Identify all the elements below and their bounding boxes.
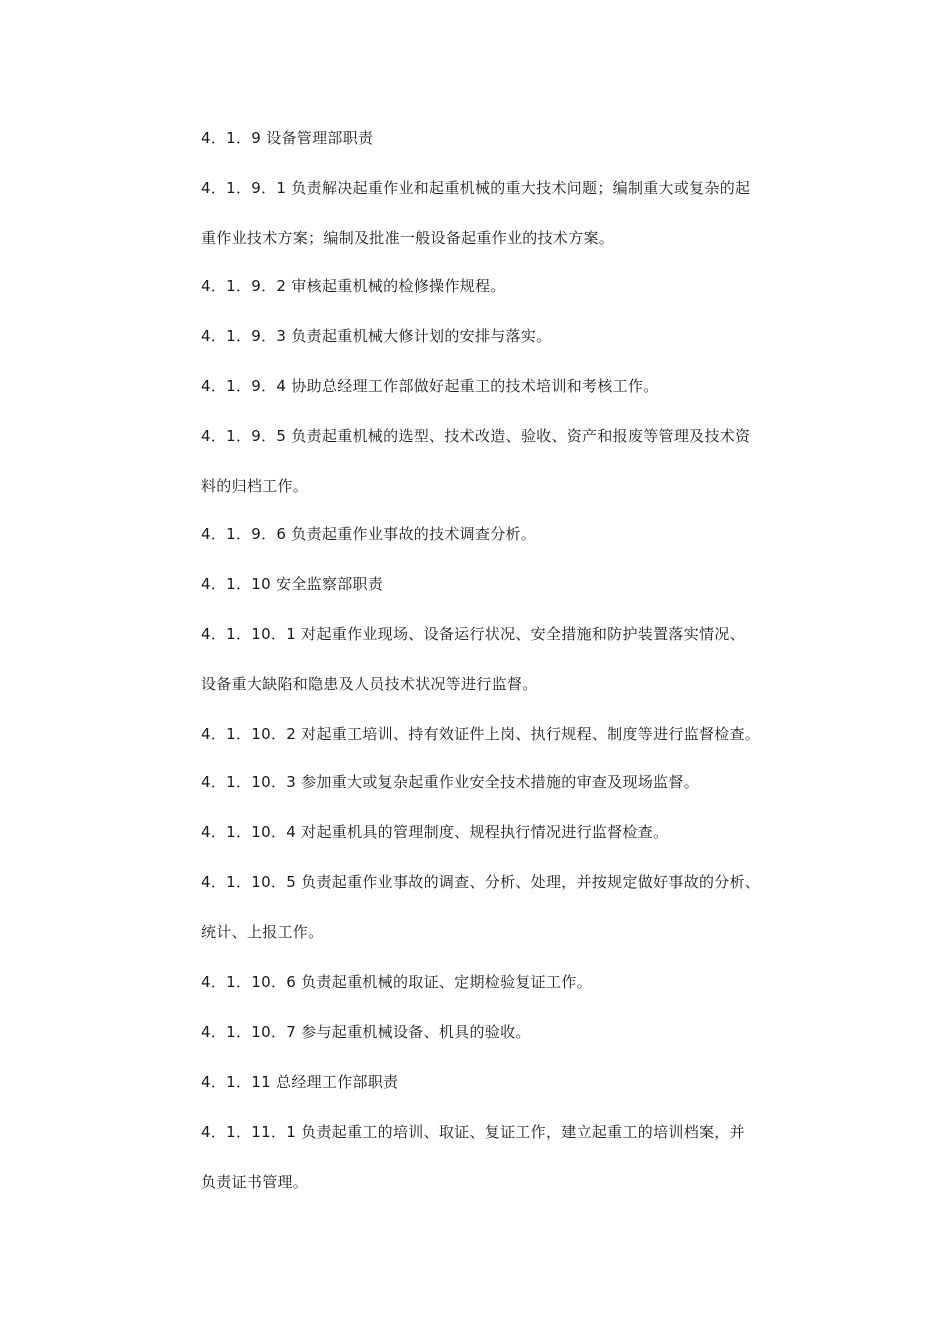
paragraph-4-1-10-6: 4．1．10．6 负责起重机械的取证、定期检验复证工作。 [201, 973, 592, 991]
paragraph-4-1-11-1-line-1: 4．1．11．1 负责起重工的培训、取证、复证工作，建立起重工的培训档案，并 [201, 1123, 745, 1141]
paragraph-4-1-9-2: 4．1．9．2 审核起重机械的检修操作规程。 [201, 277, 506, 295]
paragraph-4-1-9-4: 4．1．9．4 协助总经理工作部做好起重工的技术培训和考核工作。 [201, 377, 659, 395]
paragraph-4-1-10-1-line-2: 设备重大缺陷和隐患及人员技术状况等进行监督。 [201, 675, 538, 693]
paragraph-4-1-10-5-line-1: 4．1．10．5 负责起重作业事故的调查、分析、处理，并按规定做好事故的分析、 [201, 873, 761, 891]
paragraph-4-1-10-2: 4．1．10．2 对起重工培训、持有效证件上岗、执行规程、制度等进行监督检查。 [201, 725, 761, 743]
paragraph-4-1-9-5-line-1: 4．1．9．5 负责起重机械的选型、技术改造、验收、资产和报废等管理及技术资 [201, 427, 751, 445]
section-heading-4-1-10: 4．1．10 安全监察部职责 [201, 575, 384, 593]
paragraph-4-1-9-5-line-2: 料的归档工作。 [201, 477, 309, 495]
paragraph-4-1-9-1-line-1: 4．1．9．1 负责解决起重作业和起重机械的重大技术问题；编制重大或复杂的起 [201, 179, 751, 197]
paragraph-4-1-10-7: 4．1．10．7 参与起重机械设备、机具的验收。 [201, 1023, 531, 1041]
paragraph-4-1-9-1-line-2: 重作业技术方案；编制及批准一般设备起重作业的技术方案。 [201, 229, 615, 247]
paragraph-4-1-9-6: 4．1．9．6 负责起重作业事故的技术调查分析。 [201, 525, 537, 543]
paragraph-4-1-10-5-line-2: 统计、上报工作。 [201, 923, 324, 941]
section-heading-4-1-9: 4．1．9 设备管理部职责 [201, 129, 374, 147]
section-heading-4-1-11: 4．1．11 总经理工作部职责 [201, 1073, 399, 1091]
paragraph-4-1-10-1-line-1: 4．1．10．1 对起重作业现场、设备运行状况、安全措施和防护装置落实情况、 [201, 625, 745, 643]
paragraph-4-1-11-1-line-2: 负责证书管理。 [201, 1173, 309, 1191]
paragraph-4-1-10-4: 4．1．10．4 对起重机具的管理制度、规程执行情况进行监督检查。 [201, 823, 669, 841]
paragraph-4-1-10-3: 4．1．10．3 参加重大或复杂起重作业安全技术措施的审查及现场监督。 [201, 773, 699, 791]
paragraph-4-1-9-3: 4．1．9．3 负责起重机械大修计划的安排与落实。 [201, 327, 552, 345]
